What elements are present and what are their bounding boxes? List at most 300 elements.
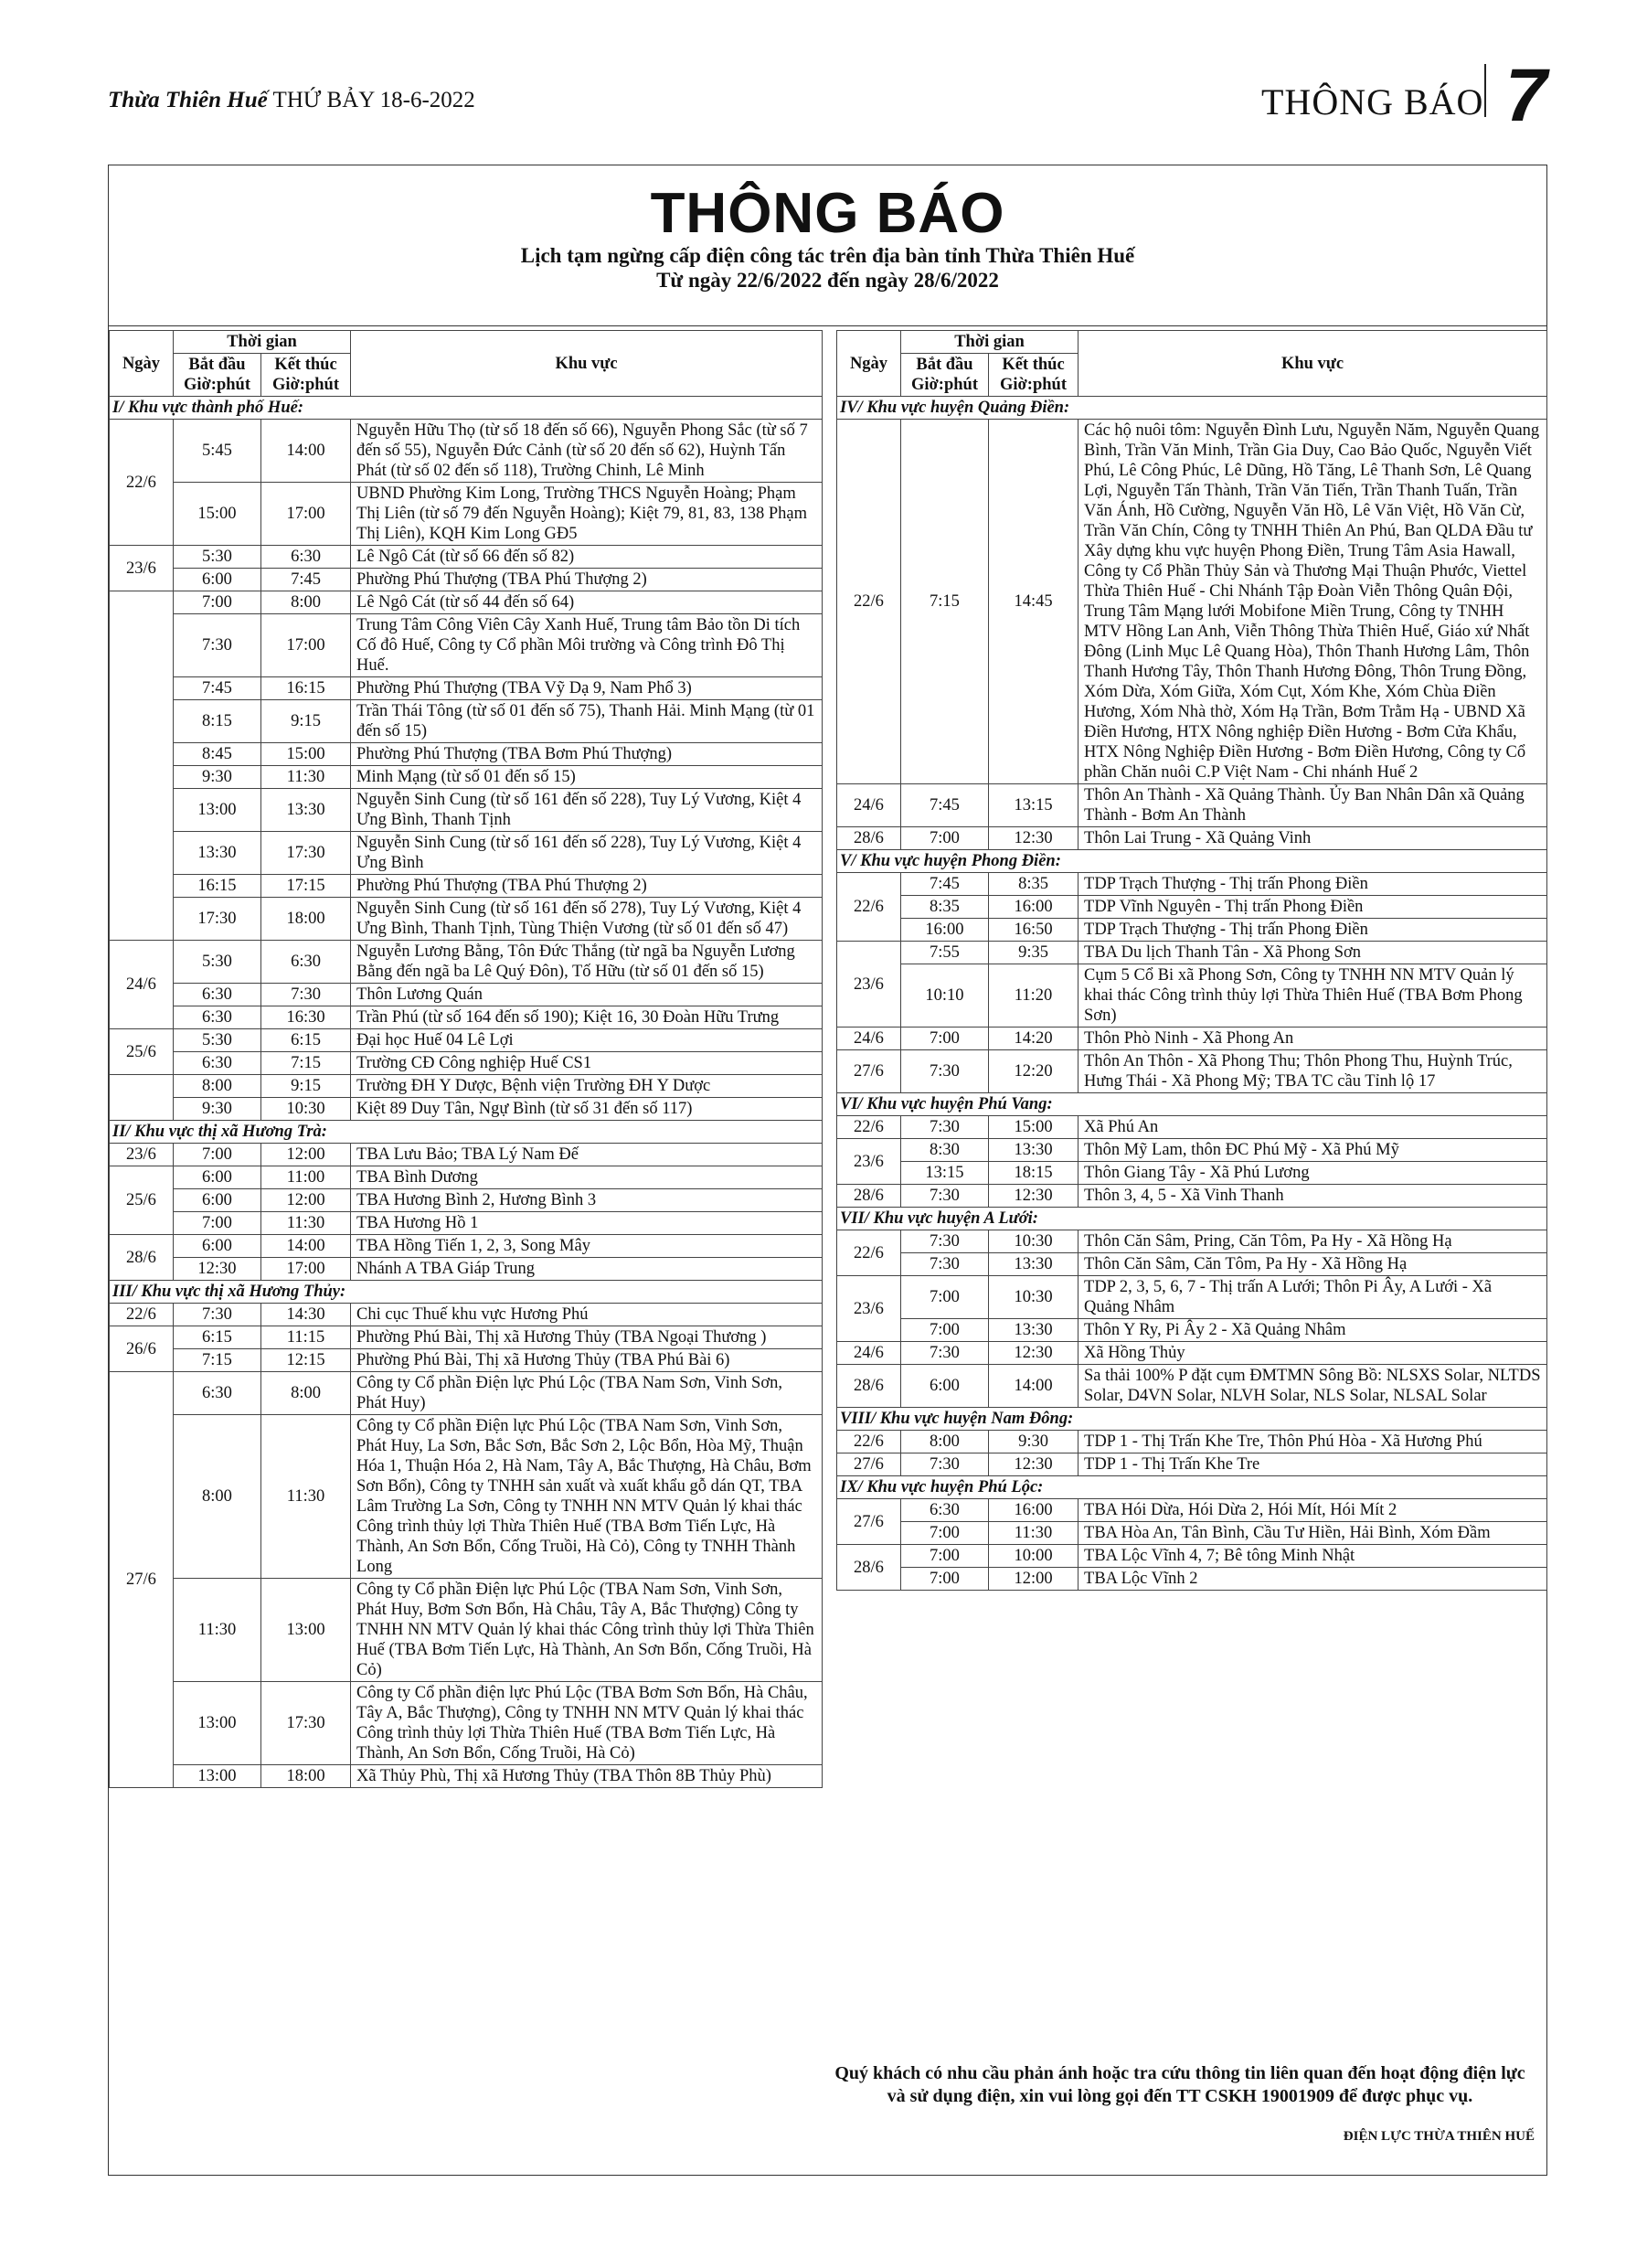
table-row: [110, 984, 823, 1006]
section-row: [837, 850, 1547, 873]
cell-end: 11:00: [261, 1166, 351, 1189]
table-row: [837, 1319, 1547, 1342]
cell-end: 6:15: [261, 1029, 351, 1052]
col-day-header: Ngày: [837, 331, 901, 397]
table-row: [837, 1253, 1547, 1276]
table-row: [110, 743, 823, 766]
col-area-header: Khu vực: [1079, 331, 1547, 397]
cell-end: 10:00: [989, 1545, 1079, 1568]
cell-area: Nguyễn Sinh Cung (từ số 161 đến số 228), Tuy Lý Vương, Kiệt 4 Ưng Bình: [351, 832, 823, 875]
table-row: [110, 1326, 823, 1349]
table-row: [110, 1212, 823, 1235]
cell-end: 8:35: [989, 873, 1079, 896]
cell-end: 11:30: [261, 766, 351, 789]
table-row: [110, 1304, 823, 1326]
table-row: [110, 677, 823, 700]
table-row: [837, 1522, 1547, 1545]
cell-day: 22/6: [837, 1116, 901, 1139]
cell-start: 13:00: [174, 1765, 261, 1788]
cell-start: 17:30: [174, 898, 261, 941]
cell-area: Nhánh A TBA Giáp Trung: [351, 1258, 823, 1281]
section-title: VI/ Khu vực huyện Phú Vang:: [837, 1093, 1547, 1116]
cell-end: 18:00: [261, 1765, 351, 1788]
section-title: VII/ Khu vực huyện A Lưới:: [837, 1208, 1547, 1230]
section-row: [837, 1093, 1547, 1116]
cell-start: 7:15: [901, 420, 989, 784]
table-row: [110, 546, 823, 569]
table-row: [837, 1162, 1547, 1185]
cell-end: 13:30: [989, 1253, 1079, 1276]
cell-start: 8:30: [901, 1139, 989, 1162]
cell-end: 12:00: [989, 1568, 1079, 1591]
cell-area: Kiệt 89 Duy Tân, Ngự Bình (từ số 31 đến số 117): [351, 1098, 823, 1121]
col-time-header: Thời gian: [174, 331, 351, 354]
cell-start: 7:00: [901, 1545, 989, 1568]
cell-end: 11:30: [261, 1212, 351, 1235]
cell-end: 12:30: [989, 1342, 1079, 1365]
cell-area: Thôn 3, 4, 5 - Xã Vinh Thanh: [1079, 1185, 1547, 1208]
cell-area: Công ty Cổ phần Điện lực Phú Lộc (TBA Nam Sơn, Vinh Sơn, Phát Huy, Bơm Sơn Bổn, Hà Châu, Tây A, Bắc Thượng) Công ty TNHH NN MTV Quản lý khai thác Công trình thủy lợi Thừa Thiên Huế (TBA Bơm Tiến Lực, Hà Thành, An Sơn Bổn, Cống Truồi, Hà Cỏ): [351, 1579, 823, 1682]
notice-date-range: Từ ngày 22/6/2022 đến ngày 28/6/2022: [656, 269, 999, 293]
table-row: [110, 1098, 823, 1121]
section-title: II/ Khu vực thị xã Hương Trà:: [110, 1121, 823, 1144]
table-row: [110, 898, 823, 941]
cell-area: TDP Trạch Thượng - Thị trấn Phong Điền: [1079, 919, 1547, 942]
cell-end: 10:30: [989, 1230, 1079, 1253]
cell-area: Thôn Y Ry, Pi Ây 2 - Xã Quảng Nhâm: [1079, 1319, 1547, 1342]
table-row: [110, 1372, 823, 1415]
table-row: [837, 1499, 1547, 1522]
cell-start: 7:30: [174, 614, 261, 677]
table-row: [110, 1349, 823, 1372]
cell-start: 5:30: [174, 941, 261, 984]
table-row: [837, 1276, 1547, 1319]
cell-day: 27/6: [837, 1453, 901, 1476]
cell-area: Phường Phú Bài, Thị xã Hương Thủy (TBA Phú Bài 6): [351, 1349, 823, 1372]
table-row: [110, 941, 823, 984]
cell-day: 23/6: [837, 942, 901, 1028]
cell-area: TBA Lộc Vĩnh 4, 7; Bê tông Minh Nhật: [1079, 1545, 1547, 1568]
cell-start: 5:45: [174, 420, 261, 483]
cell-start: 13:00: [174, 789, 261, 832]
cell-area: Công ty Cổ phần Điện lực Phú Lộc (TBA Nam Sơn, Vinh Sơn, Phát Huy, La Sơn, Bắc Sơn, Bắc Sơn 2, Lộc Bổn, Hòa Mỹ, Thuận Hóa 1, Thuận Hóa 2, Hà Nam, Tây A, Bắc Thượng, Hà Châu, Bơm Sơn Bổn), Công ty TNHH sản xuất và xuất khẩu gỗ dán QT, TBA Lâm Trường La Sơn, Công ty TNHH NN MTV Quản lý khai thác Công trình thủy lợi Thừa Thiên Huế (TBA Bơm Tiến Lực, Hà Thành, An Sơn Bổn, Cống Truồi, Hà Cỏ), Công ty TNHH Thành Long: [351, 1415, 823, 1579]
cell-end: 14:00: [261, 1235, 351, 1258]
schedule-body-left: [110, 397, 823, 1788]
col-end-header: Kết thúc Giờ:phút: [989, 354, 1079, 397]
cell-start: 7:30: [901, 1342, 989, 1365]
table-row: [837, 1453, 1547, 1476]
table-row: [837, 1050, 1547, 1093]
cell-area: Xã Hồng Thủy: [1079, 1342, 1547, 1365]
cell-end: 8:00: [261, 591, 351, 614]
cell-start: 7:00: [901, 1028, 989, 1050]
cell-day: 24/6: [837, 1342, 901, 1365]
cell-start: 5:30: [174, 1029, 261, 1052]
table-row: [837, 1185, 1547, 1208]
cell-area: TBA Hương Hồ 1: [351, 1212, 823, 1235]
cell-area: TBA Du lịch Thanh Tân - Xã Phong Sơn: [1079, 942, 1547, 964]
cell-end: 14:20: [989, 1028, 1079, 1050]
cell-start: 7:30: [901, 1116, 989, 1139]
cell-start: 7:45: [174, 677, 261, 700]
cell-start: 7:00: [901, 1319, 989, 1342]
cell-area: Trung Tâm Công Viên Cây Xanh Huế, Trung tâm Bảo tồn Di tích Cố đô Huế, Công ty Cổ phần Môi trường và Công trình Đô Thị Huế.: [351, 614, 823, 677]
cell-area: Nguyễn Sinh Cung (từ số 161 đến số 228), Tuy Lý Vương, Kiệt 4 Ưng Bình, Thanh Tịnh: [351, 789, 823, 832]
cell-day: 23/6: [110, 1144, 174, 1166]
table-row: [110, 1144, 823, 1166]
col-area-header: Khu vực: [351, 331, 823, 397]
cell-start: 6:00: [174, 569, 261, 591]
table-row: [837, 827, 1547, 850]
table-row: [110, 1258, 823, 1281]
cell-area: Phường Phú Thượng (TBA Bơm Phú Thượng): [351, 743, 823, 766]
cell-day: 22/6: [110, 420, 174, 546]
table-row: [110, 591, 823, 614]
cell-day: 27/6: [110, 1372, 174, 1788]
header-divider: [1484, 64, 1486, 117]
cell-area: TBA Bình Dương: [351, 1166, 823, 1189]
cell-start: 7:00: [901, 1568, 989, 1591]
cell-start: 6:00: [174, 1235, 261, 1258]
cell-end: 9:15: [261, 700, 351, 743]
cell-end: 14:30: [261, 1304, 351, 1326]
cell-start: 6:30: [901, 1499, 989, 1522]
cell-day: [110, 1075, 174, 1121]
table-row: [110, 569, 823, 591]
cell-area: Thôn Giang Tây - Xã Phú Lương: [1079, 1162, 1547, 1185]
cell-area: Trường CĐ Công nghiệp Huế CS1: [351, 1052, 823, 1075]
cell-area: Nguyễn Lương Bằng, Tôn Đức Thắng (từ ngã ba Nguyễn Lương Bằng đến ngã ba Lê Quý Đôn), Tố Hữu (từ số 01 đến số 15): [351, 941, 823, 984]
cell-end: 13:00: [261, 1579, 351, 1682]
cell-end: 13:30: [989, 1139, 1079, 1162]
cell-start: 7:30: [901, 1050, 989, 1093]
cell-area: Lê Ngô Cát (từ số 44 đến số 64): [351, 591, 823, 614]
cell-day: 26/6: [110, 1326, 174, 1372]
cell-area: UBND Phường Kim Long, Trường THCS Nguyễn Hoàng; Phạm Thị Liên (từ số 79 đến Nguyễn Hoàng); Kiệt 79, 81, 83, 138 Phạm Thị Liên), KQH Kim Long GĐ5: [351, 483, 823, 546]
cell-end: 12:15: [261, 1349, 351, 1372]
table-row: [110, 614, 823, 677]
table-row: [837, 1139, 1547, 1162]
cell-end: 9:30: [989, 1431, 1079, 1453]
cell-area: Đại học Huế 04 Lê Lợi: [351, 1029, 823, 1052]
table-row: [110, 789, 823, 832]
cell-area: TDP 1 - Thị Trấn Khe Tre, Thôn Phú Hòa - Xã Hương Phú: [1079, 1431, 1547, 1453]
cell-area: Sa thải 100% P đặt cụm ĐMTMN Sông Bồ: NLSXS Solar, NLTDS Solar, D4VN Solar, NLVH Solar, NLS Solar, NLSAL Solar: [1079, 1365, 1547, 1408]
table-row: [110, 1682, 823, 1765]
cell-start: 7:55: [901, 942, 989, 964]
section-title: I/ Khu vực thành phố Huế:: [110, 397, 823, 420]
cell-day: 24/6: [837, 1028, 901, 1050]
cell-end: 17:00: [261, 614, 351, 677]
cell-start: 8:00: [174, 1075, 261, 1098]
page-number: 7: [1505, 54, 1547, 137]
schedule-table-right: [836, 330, 1547, 1591]
section-row: [110, 397, 823, 420]
cell-end: 17:30: [261, 1682, 351, 1765]
cell-area: Phường Phú Thượng (TBA Phú Thượng 2): [351, 875, 823, 898]
cell-end: 9:15: [261, 1075, 351, 1098]
signature: ĐIỆN LỰC THỪA THIÊN HUẾ: [1343, 2129, 1535, 2144]
table-row: [837, 896, 1547, 919]
cell-area: Phường Phú Thượng (TBA Vỹ Dạ 9, Nam Phổ 3): [351, 677, 823, 700]
notice-heading: [109, 184, 1546, 293]
cell-day: 28/6: [837, 1545, 901, 1591]
table-row: [837, 420, 1547, 784]
notice-frame: [108, 165, 1547, 2176]
notice-subtitle: Lịch tạm ngừng cấp điện công tác trên địa bàn tỉnh Thừa Thiên Huế: [520, 244, 1135, 268]
cell-end: 14:00: [989, 1365, 1079, 1408]
cell-area: Chi cục Thuế khu vực Hương Phú: [351, 1304, 823, 1326]
section-title: III/ Khu vực thị xã Hương Thủy:: [110, 1281, 823, 1304]
cell-day: 27/6: [837, 1499, 901, 1545]
col-start-header: Bắt đầu Giờ:phút: [174, 354, 261, 397]
cell-area: TDP 1 - Thị Trấn Khe Tre: [1079, 1453, 1547, 1476]
cell-end: 14:45: [989, 420, 1079, 784]
cell-area: Xã Thủy Phù, Thị xã Hương Thủy (TBA Thôn 8B Thủy Phù): [351, 1765, 823, 1788]
table-row: [110, 875, 823, 898]
cell-end: 16:00: [989, 1499, 1079, 1522]
cell-area: Thôn Lai Trung - Xã Quảng Vinh: [1079, 827, 1547, 850]
table-row: [110, 483, 823, 546]
cell-start: 11:30: [174, 1579, 261, 1682]
cell-end: 13:30: [989, 1319, 1079, 1342]
cell-area: Nguyễn Hữu Thọ (từ số 18 đến số 66), Nguyễn Phong Sắc (từ số 7 đến số 55), Nguyễn Đức Cảnh (từ số 20 đến số 62), Huỳnh Tấn Phát (từ số 02 đến số 118), Trường Chinh, Lê Minh: [351, 420, 823, 483]
cell-end: 17:00: [261, 483, 351, 546]
cell-start: 10:10: [901, 964, 989, 1028]
cell-area: Thôn An Thành - Xã Quảng Thành. Ủy Ban Nhân Dân xã Quảng Thành - Bơm An Thành: [1079, 784, 1547, 827]
cell-area: Phường Phú Thượng (TBA Phú Thượng 2): [351, 569, 823, 591]
table-row: [837, 964, 1547, 1028]
newspaper-header: [108, 88, 475, 113]
cell-end: 11:30: [989, 1522, 1079, 1545]
table-row: [837, 919, 1547, 942]
cell-end: 16:50: [989, 919, 1079, 942]
cell-day: 24/6: [110, 941, 174, 1029]
table-row: [110, 1579, 823, 1682]
cell-day: 25/6: [110, 1029, 174, 1075]
cell-start: 8:15: [174, 700, 261, 743]
cell-day: 23/6: [110, 546, 174, 591]
cell-area: TBA Lộc Vĩnh 2: [1079, 1568, 1547, 1591]
table-row: [837, 1365, 1547, 1408]
table-row: [837, 784, 1547, 827]
table-row: [837, 1342, 1547, 1365]
table-row: [837, 1545, 1547, 1568]
cell-start: 16:00: [901, 919, 989, 942]
cell-end: 12:30: [989, 827, 1079, 850]
cell-end: 7:30: [261, 984, 351, 1006]
cell-start: 7:30: [901, 1185, 989, 1208]
cell-end: 7:45: [261, 569, 351, 591]
cell-end: 17:15: [261, 875, 351, 898]
cell-area: Thôn Căn Sâm, Pring, Căn Tôm, Pa Hy - Xã Hồng Hạ: [1079, 1230, 1547, 1253]
cell-start: 6:30: [174, 984, 261, 1006]
cell-start: 8:45: [174, 743, 261, 766]
cell-day: 28/6: [837, 827, 901, 850]
table-row: [110, 1052, 823, 1075]
col-start-header: Bắt đầu Giờ:phút: [901, 354, 989, 397]
schedule-body-right: [837, 397, 1547, 1591]
col-time-header: Thời gian: [901, 331, 1079, 354]
cell-end: 12:30: [989, 1453, 1079, 1476]
cell-start: 9:30: [174, 1098, 261, 1121]
table-row: [110, 1006, 823, 1029]
cell-end: 16:15: [261, 677, 351, 700]
issue-date: THỨ BẢY 18-6-2022: [272, 88, 475, 112]
cell-day: 22/6: [837, 873, 901, 942]
cell-area: TDP 2, 3, 5, 6, 7 - Thị trấn A Lưới; Thôn Pi Ây, A Lưới - Xã Quảng Nhâm: [1079, 1276, 1547, 1319]
section-row: [110, 1281, 823, 1304]
schedule-table-left: [109, 330, 823, 1788]
cell-end: 11:30: [261, 1415, 351, 1579]
section-title: IX/ Khu vực huyện Phú Lộc:: [837, 1476, 1547, 1499]
cell-start: 7:00: [901, 827, 989, 850]
cell-area: TBA Hói Dừa, Hói Dừa 2, Hói Mít, Hói Mít 2: [1079, 1499, 1547, 1522]
table-row: [110, 766, 823, 789]
table-row: [110, 1166, 823, 1189]
cell-start: 7:45: [901, 873, 989, 896]
cell-area: TBA Hương Bình 2, Hương Bình 3: [351, 1189, 823, 1212]
cell-area: TDP Trạch Thượng - Thị trấn Phong Điền: [1079, 873, 1547, 896]
cell-end: 11:20: [989, 964, 1079, 1028]
cell-start: 6:15: [174, 1326, 261, 1349]
contact-note: Quý khách có nhu cầu phản ánh hoặc tra cứu thông tin liên quan đến hoạt động điện lực và sử dụng điện, xin vui lòng gọi đến TT CSKH 19001909 để được phục vụ.: [834, 2063, 1525, 2106]
cell-start: 6:30: [174, 1006, 261, 1029]
cell-start: 7:30: [901, 1453, 989, 1476]
cell-area: Trần Thái Tông (từ số 01 đến số 75), Thanh Hải. Minh Mạng (từ 01 đến số 15): [351, 700, 823, 743]
cell-day: 22/6: [837, 420, 901, 784]
cell-area: Công ty Cổ phần điện lực Phú Lộc (TBA Bơm Sơn Bổn, Hà Châu, Tây A, Bắc Thượng), Công ty TNHH NN MTV Quản lý khai thác Công trình thủy lợi Thừa Thiên Huế (TBA Bơm Tiến Lực, Hà Thành, An Sơn Bổn, Cống Truồi, Hà Cỏ): [351, 1682, 823, 1765]
cell-day: 28/6: [110, 1235, 174, 1281]
table-row: [837, 1431, 1547, 1453]
table-row: [110, 1235, 823, 1258]
cell-start: 16:15: [174, 875, 261, 898]
cell-start: 6:00: [174, 1189, 261, 1212]
cell-start: 7:45: [901, 784, 989, 827]
section-row: [837, 397, 1547, 420]
cell-area: TBA Hòa An, Tân Bình, Cầu Tư Hiền, Hải Bình, Xóm Đầm: [1079, 1522, 1547, 1545]
cell-day: 28/6: [837, 1185, 901, 1208]
cell-start: 6:00: [901, 1365, 989, 1408]
table-row: [110, 420, 823, 483]
cell-start: 15:00: [174, 483, 261, 546]
cell-start: 6:30: [174, 1372, 261, 1415]
table-row: [837, 1028, 1547, 1050]
cell-end: 6:30: [261, 546, 351, 569]
cell-day: 27/6: [837, 1050, 901, 1093]
cell-start: 8:00: [174, 1415, 261, 1579]
cell-end: 13:30: [261, 789, 351, 832]
cell-day: 22/6: [837, 1431, 901, 1453]
cell-end: 10:30: [989, 1276, 1079, 1319]
cell-day: 23/6: [837, 1139, 901, 1185]
cell-end: 14:00: [261, 420, 351, 483]
cell-end: 12:20: [989, 1050, 1079, 1093]
cell-end: 18:00: [261, 898, 351, 941]
section-row: [837, 1208, 1547, 1230]
cell-day: 24/6: [837, 784, 901, 827]
table-row: [837, 1568, 1547, 1591]
cell-end: 8:00: [261, 1372, 351, 1415]
cell-end: 11:15: [261, 1326, 351, 1349]
cell-end: 16:30: [261, 1006, 351, 1029]
cell-end: 15:00: [989, 1116, 1079, 1139]
section-title: V/ Khu vực huyện Phong Điền:: [837, 850, 1547, 873]
col-end-header: Kết thúc Giờ:phút: [261, 354, 351, 397]
section-title: IV/ Khu vực huyện Quảng Điền:: [837, 397, 1547, 420]
cell-start: 7:00: [174, 591, 261, 614]
cell-area: TBA Lưu Bảo; TBA Lý Nam Đế: [351, 1144, 823, 1166]
cell-area: Thôn Mỹ Lam, thôn ĐC Phú Mỹ - Xã Phú Mỹ: [1079, 1139, 1547, 1162]
cell-end: 17:30: [261, 832, 351, 875]
cell-area: Thôn Lương Quán: [351, 984, 823, 1006]
cell-start: 7:00: [174, 1212, 261, 1235]
cell-day: 23/6: [837, 1276, 901, 1342]
cell-end: 15:00: [261, 743, 351, 766]
cell-start: 7:00: [901, 1522, 989, 1545]
table-row: [837, 1116, 1547, 1139]
cell-end: 13:15: [989, 784, 1079, 827]
cell-end: 6:30: [261, 941, 351, 984]
cell-end: 12:30: [989, 1185, 1079, 1208]
cell-area: Lê Ngô Cát (từ số 66 đến số 82): [351, 546, 823, 569]
cell-day: 28/6: [837, 1365, 901, 1408]
cell-start: 5:30: [174, 546, 261, 569]
cell-end: 16:00: [989, 896, 1079, 919]
table-row: [110, 1415, 823, 1579]
cell-start: 6:00: [174, 1166, 261, 1189]
cell-end: 9:35: [989, 942, 1079, 964]
table-row: [837, 873, 1547, 896]
cell-area: Công ty Cổ phần Điện lực Phú Lộc (TBA Nam Sơn, Vinh Sơn, Phát Huy): [351, 1372, 823, 1415]
cell-area: TBA Hồng Tiến 1, 2, 3, Song Mây: [351, 1235, 823, 1258]
table-row: [837, 1230, 1547, 1253]
table-row: [837, 942, 1547, 964]
cell-start: 7:00: [901, 1276, 989, 1319]
table-row: [110, 700, 823, 743]
section-label: THÔNG BÁO: [1261, 81, 1484, 122]
newspaper-name: Thừa Thiên Huế: [108, 88, 268, 112]
table-row: [110, 832, 823, 875]
cell-end: 10:30: [261, 1098, 351, 1121]
cell-end: 12:00: [261, 1144, 351, 1166]
cell-day: 25/6: [110, 1166, 174, 1235]
cell-end: 17:00: [261, 1258, 351, 1281]
cell-area: Trần Phú (từ số 164 đến số 190); Kiệt 16, 30 Đoàn Hữu Trưng: [351, 1006, 823, 1029]
cell-area: Phường Phú Bài, Thị xã Hương Thủy (TBA Ngoại Thương ): [351, 1326, 823, 1349]
section-title: VIII/ Khu vực huyện Nam Đông:: [837, 1408, 1547, 1431]
cell-start: 6:30: [174, 1052, 261, 1075]
cell-area: Cụm 5 Cổ Bi xã Phong Sơn, Công ty TNHH NN MTV Quản lý khai thác Công trình thủy lợi Thừa Thiên Huế (TBA Bơm Phong Sơn): [1079, 964, 1547, 1028]
cell-start: 7:15: [174, 1349, 261, 1372]
section-row: [837, 1408, 1547, 1431]
cell-day: 22/6: [837, 1230, 901, 1276]
cell-area: TDP Vĩnh Nguyên - Thị trấn Phong Điền: [1079, 896, 1547, 919]
cell-day: [110, 591, 174, 941]
cell-start: 9:30: [174, 766, 261, 789]
notice-title: THÔNG BÁO: [650, 182, 1005, 245]
cell-start: 13:15: [901, 1162, 989, 1185]
table-row: [110, 1029, 823, 1052]
cell-start: 8:00: [901, 1431, 989, 1453]
cell-area: Nguyễn Sinh Cung (từ số 161 đến số 278), Tuy Lý Vương, Kiệt 4 Ưng Bình, Thanh Tịnh, Tùng Thiện Vương (từ số 01 đến số 47): [351, 898, 823, 941]
cell-start: 7:00: [174, 1144, 261, 1166]
cell-start: 13:00: [174, 1682, 261, 1765]
cell-area: Minh Mạng (từ số 01 đến số 15): [351, 766, 823, 789]
section-row: [837, 1476, 1547, 1499]
cell-start: 8:35: [901, 896, 989, 919]
cell-end: 18:15: [989, 1162, 1079, 1185]
